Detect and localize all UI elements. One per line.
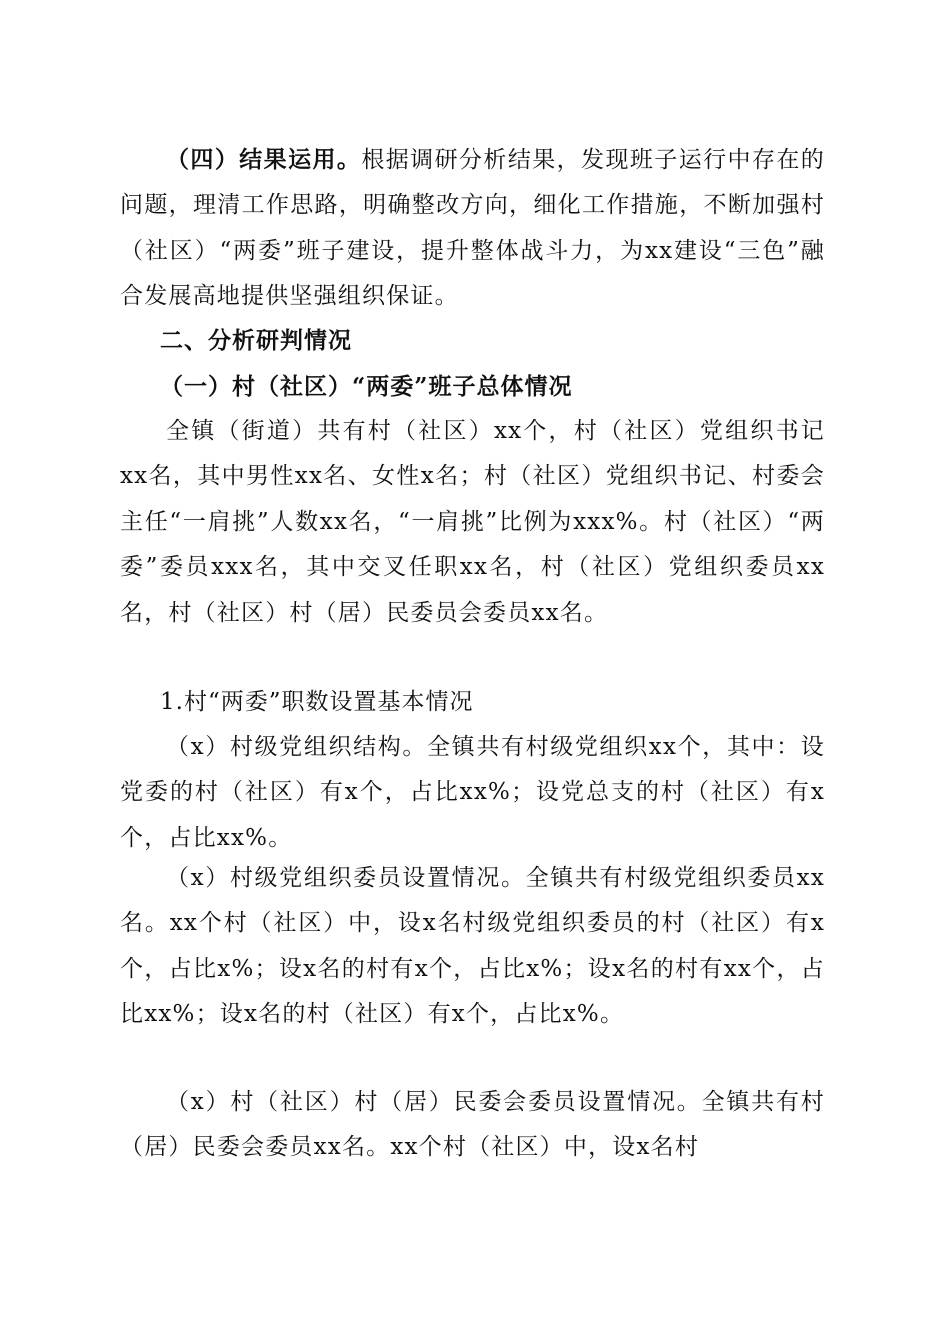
paragraph-results-body: 根据调研分析结果，发现班子运行中存在的问题，理清工作思路，明确整改方向，细化工作措施，不断加强村（社区）“两委”班子建设，提升整体战斗力，为xx建设“三色”融合发展高地提供坚强组织保证。 xyxy=(120,147,825,310)
paragraph-party-structure: （x）村级党组织结构。全镇共有村级党组织xx个，其中：设党委的村（社区）有x个，占比xx%；设党总支的村（社区）有x个，占比xx%。 xyxy=(120,734,825,851)
item-heading-positions: 1.村“两委”职数设置基本情况 xyxy=(160,689,474,715)
paragraph-village-committee: （x）村（社区）村（居）民委会委员设置情况。全镇共有村（居）民委会委员xx名。xx个村（社区）中，设x名村 xyxy=(120,1089,825,1161)
subsection-heading-overview: （一）村（社区）“两委”班子总体情况 xyxy=(160,373,573,400)
paragraph-party-members: （x）村级党组织委员设置情况。全镇共有村级党组织委员xx名。xx个村（社区）中，设x名村级党组织委员的村（社区）有x个，占比x%；设x名的村有x个，占比x%；设x名的村有xx个，占比xx%；设x名的村（社区）有x个，占比x%。 xyxy=(120,865,825,1028)
paragraph-overview: 全镇（街道）共有村（社区）xx个，村（社区）党组织书记xx名，其中男性xx名、女性x名；村（社区）党组织书记、村委会主任“一肩挑”人数xx名，“一肩挑”比例为xxx%。村（社区）“两委”委员xxx名，其中交叉任职xx名，村（社区）党组织委员xx名，村（社区）村（居）民委员会委员xx名。 xyxy=(120,418,825,626)
paragraph-results-lead: （四）结果运用。 xyxy=(166,146,362,173)
section-heading-analysis: 二、分析研判情况 xyxy=(160,328,352,354)
paragraph-results-application xyxy=(120,137,825,320)
